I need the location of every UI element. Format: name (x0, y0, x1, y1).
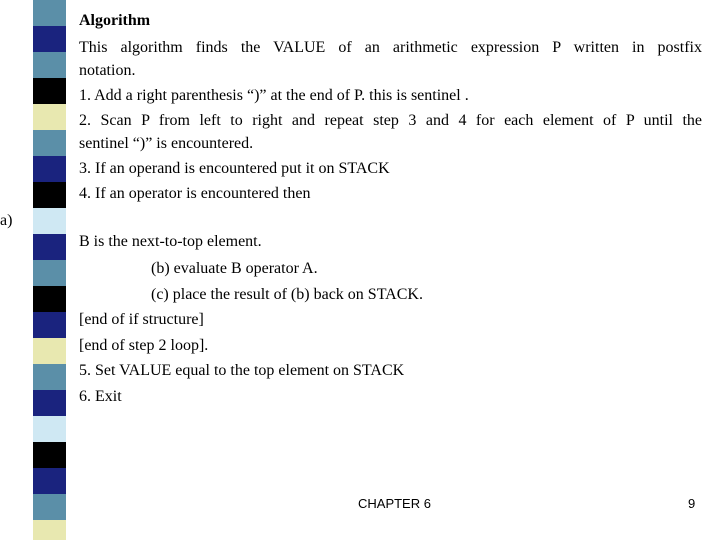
step-2-line-2: sentinel “)” is encountered. (79, 135, 254, 152)
step-6: 6. Exit (79, 388, 122, 405)
stripe-block (33, 416, 66, 442)
footer-page-number: 9 (688, 496, 696, 511)
stripe-block (33, 234, 66, 260)
step-5: 5. Set VALUE equal to the top element on STACK (79, 362, 405, 379)
decorative-stripe (33, 0, 66, 540)
step-4-substep-a: B is the next-to-top element. (79, 233, 262, 250)
end-if-structure: [end of if structure] (79, 311, 204, 328)
footer-chapter: CHAPTER 6 (358, 496, 431, 511)
stripe-block (33, 260, 66, 286)
stripe-block (33, 104, 66, 130)
stripe-block (33, 390, 66, 416)
step-1: 1. Add a right parenthesis “)” at the end of P. this is sentinel . (79, 87, 469, 104)
step-4-substep-b: (b) evaluate B operator A. (151, 260, 318, 277)
stripe-block (33, 312, 66, 338)
step-2-line-1: 2. Scan P from left to right and repeat step 3 and 4 for each element of P until the (79, 112, 702, 129)
side-label: a) (0, 212, 13, 229)
stripe-block (33, 442, 66, 468)
step-3: 3. If an operand is encountered put it on STACK (79, 160, 390, 177)
stripe-block (33, 78, 66, 104)
stripe-block (33, 494, 66, 520)
end-step-2-loop: [end of step 2 loop]. (79, 337, 209, 354)
stripe-block (33, 286, 66, 312)
stripe-block (33, 208, 66, 234)
stripe-block (33, 0, 66, 26)
stripe-block (33, 338, 66, 364)
stripe-block (33, 26, 66, 52)
slide-heading: Algorithm (79, 12, 151, 29)
stripe-block (33, 520, 66, 540)
step-4: 4. If an operator is encountered then (79, 185, 311, 202)
stripe-block (33, 52, 66, 78)
stripe-block (33, 130, 66, 156)
step-4-substep-c: (c) place the result of (b) back on STACK. (151, 286, 423, 303)
intro-line-2: notation. (79, 62, 136, 79)
intro-line-1: This algorithm finds the VALUE of an arithmetic expression P written in postfix (79, 39, 702, 56)
stripe-block (33, 182, 66, 208)
stripe-block (33, 364, 66, 390)
stripe-block (33, 468, 66, 494)
stripe-block (33, 156, 66, 182)
